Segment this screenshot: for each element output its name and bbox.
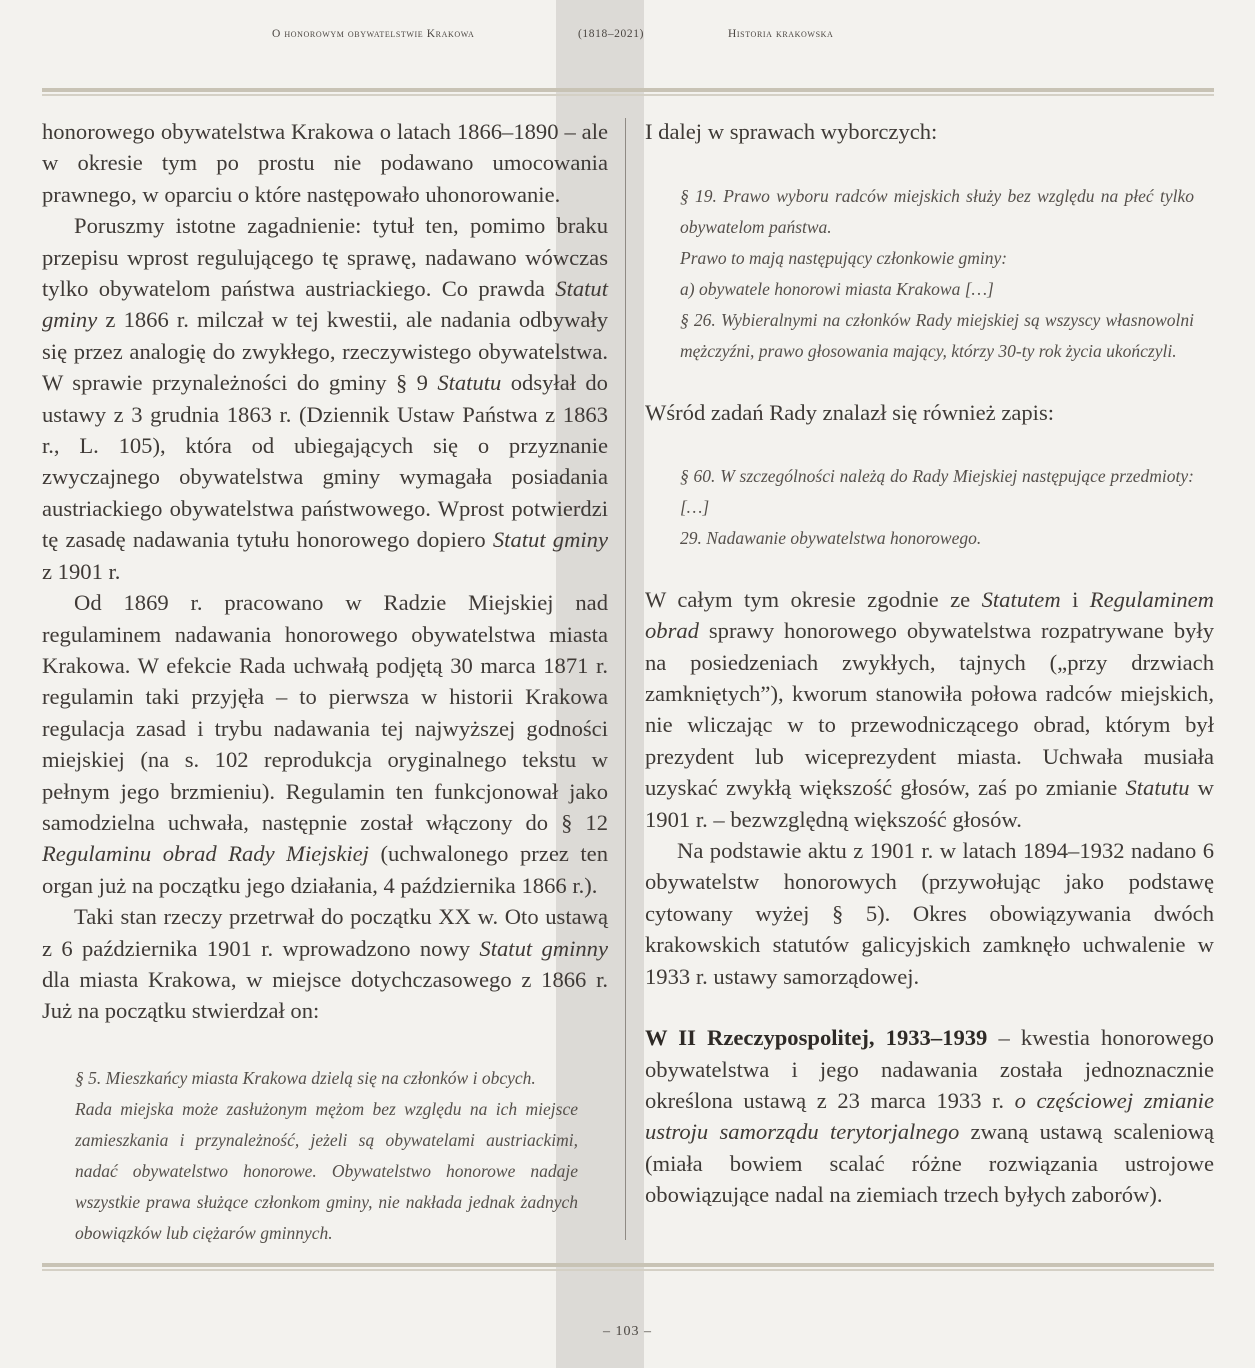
running-head-years: (1818–2021) xyxy=(578,28,645,40)
left-column xyxy=(42,116,608,1249)
running-head-title: O honorowym obywatelstwie Krakowa xyxy=(272,28,475,40)
block-quote xyxy=(42,1063,608,1249)
bottom-rule-thin xyxy=(42,1269,1214,1271)
section-heading: W II Rzeczypospolitej, 1933–1939 xyxy=(645,1025,988,1051)
quote-line: § 5. Mieszkańcy miasta Krakowa dzielą się na członków i obcych. xyxy=(75,1067,536,1088)
paragraph: Wśród zadań Rady znalazł się również zapis: xyxy=(645,400,1055,426)
paragraph: Na podstawie aktu z 1901 r. w latach 1894–1932 nadano 6 obywatelstw honorowych (przywołując jako podstawę cytowany wyżej § 5). Okres obowiązywania dwóch krakowskich statutów galicyjskich zamknęło uchwalenie w 1933 r. ustawy samorządowej. xyxy=(645,838,1214,989)
running-head xyxy=(0,24,1255,48)
paragraph: I dalej w sprawach wyborczych: xyxy=(645,119,938,144)
quote-line: § 60. W szczególności należą do Rady Miejskiej następujące przedmioty: […] xyxy=(680,465,1194,517)
paragraph: Poruszmy istotne zagadnienie: tytuł ten, pomimo braku przepisu wprost regulującego tę sprawę, nadawano wówczas tylko obywatelom państwa austriackiego. Co prawda Statut gminy z 1866 r. milczał w tej kwestii, ale nadania odbywały się przez analogię do zwykłego, rzeczywistego obywatelstwa. W sprawie przynależności do gminy § 9 Statutu odsyłał do ustawy z 3 grudnia 1863 r. (Dziennik Ustaw Państwa z 1863 r., L. 105), która od ubiegających się o przyznanie zwyczajnego obywatelstwa gminy wymagała posiadania austriackiego obywatelstwa państwowego. Wprost potwierdzi tę zasadę nadawania tytułu honorowego dopiero Statut gminy z 1901 r. xyxy=(42,213,608,584)
page-number: – 103 – xyxy=(603,1324,652,1339)
block-quote xyxy=(645,461,1214,554)
running-head-series: Historia krakowska xyxy=(728,28,834,40)
paragraph: Taki stan rzeczy przetrwał do początku XX w. Oto ustawą z 6 października 1901 r. wprowadzono nowy Statut gminny dla miasta Krakowa, w miejsce dotychczasowego z 1866 r. Już na początku stwierdzał on: xyxy=(42,904,608,1024)
paragraph: W całym tym okresie zgodnie ze Statutem i Regulaminem obrad sprawy honorowego obywatelstwa rozpatrywane były na posiedzeniach zwykłych, tajnych („przy drzwiach zamkniętych”), kworum stanowiła połowa radców miejskich, nie wliczając w to przewodniczącego obrad, którym był prezydent lub wiceprezydent miasta. Uchwała musiała uzyskać zwykłą większość głosów, zaś po zmianie Statutu w 1901 r. – bezwzględną większość głosów. xyxy=(645,586,1215,832)
top-rule xyxy=(42,88,1214,92)
column-divider xyxy=(625,118,626,1240)
paragraph: W II Rzeczypospolitej, 1933–1939 – kwestia honorowego obywatelstwa i jego nadawania została jednoznacznie określona ustawą z 23 marca 1933 r. o częściowej zmianie ustroju samorządu terytorjalnego zwaną ustawą scaleniową (miała bowiem scalać różne rozwiązania ustrojowe obowiązujące nadal na ziemiach trzech byłych zaborów). xyxy=(645,1025,1214,1208)
block-quote xyxy=(645,181,1214,367)
quote-line: § 26. Wybieralnymi na członków Rady miejskiej są wszyscy własnowolni mężczyźni, prawo głosowania mający, którzy 30-ty rok życia ukończyli. xyxy=(680,310,1194,362)
quote-line: a) obywatele honorowi miasta Krakowa […] xyxy=(680,279,994,300)
top-rule-thin xyxy=(42,94,1214,96)
right-column xyxy=(645,116,1214,1211)
paragraph: honorowego obywatelstwa Krakowa o latach 1866–1890 – ale w okresie tym po prostu nie podawano umocowania prawnego, w oparciu o które następowało uhonorowanie. xyxy=(42,119,608,207)
quote-line: Prawo to mają następujący członkowie gminy: xyxy=(680,248,1008,269)
paragraph: Od 1869 r. pracowano w Radzie Miejskiej nad regulaminem nadawania honorowego obywatelstwa miasta Krakowa. W efekcie Rada uchwałą podjętą 30 marca 1871 r. regulamin taki przyjęła – to pierwsza w historii Krakowa regulacja zasad i trybu nadawania tej najwyższej godności miejskiej (na s. 102 reprodukcja oryginalnego tekstu w pełnym jego brzmieniu). Regulamin ten funkcjonował jako samodzielna uchwała, następnie został włączony do § 12 Regulaminu obrad Rady Miejskiej (uchwalonego przez ten organ już na początku jego działania, 4 października 1866 r.). xyxy=(42,590,608,898)
bottom-rule xyxy=(42,1263,1214,1267)
quote-line: § 19. Prawo wyboru radców miejskich służy bez względu na płeć tylko obywatelom państwa. xyxy=(680,186,1194,238)
quote-line: Rada miejska może zasłużonym mężom bez względu na ich miejsce zamieszkania i przynależność, jeżeli są obywatelami austriackimi, nadać obywatelstwo honorowe. Obywatelstwo honorowe nadaje wszystkie prawa służące członkom gminy, nie nakłada jednak żadnych obowiązków lub ciężarów gminnych. xyxy=(75,1098,578,1243)
quote-line: 29. Nadawanie obywatelstwa honorowego. xyxy=(680,527,982,548)
